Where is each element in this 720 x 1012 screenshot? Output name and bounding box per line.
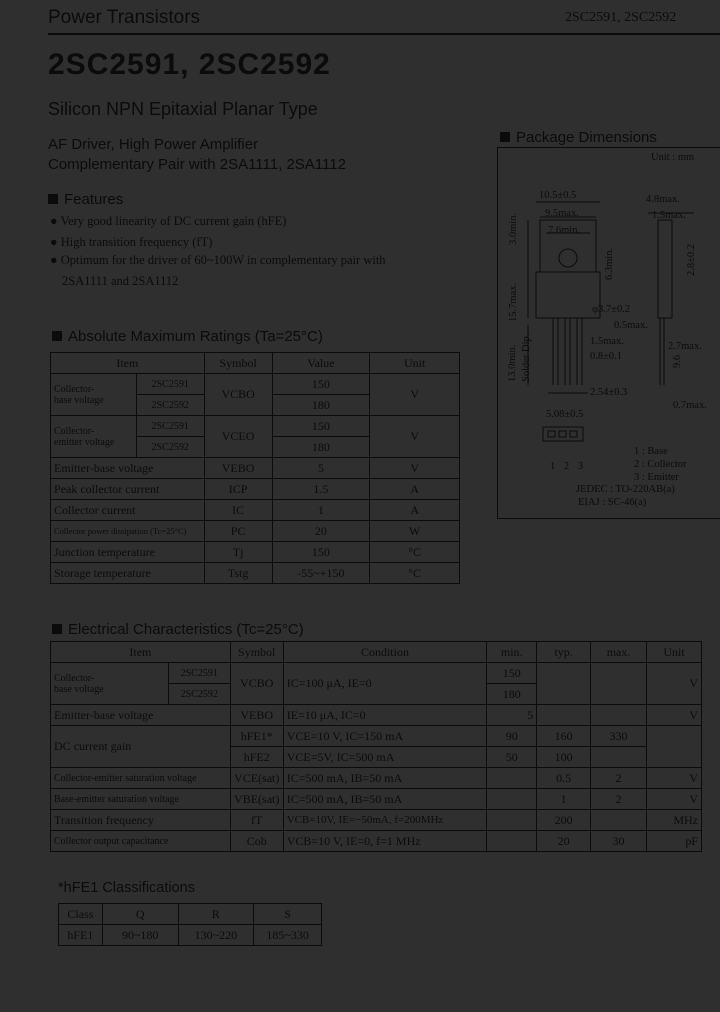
table-row (51, 374, 460, 395)
row-symbol: IC (204, 500, 272, 521)
row-subitem: 2SC2592 (136, 395, 204, 416)
table-row (51, 705, 702, 726)
header-rule (48, 33, 720, 35)
elec-heading: Electrical Characteristics (Tc=25°C) (52, 621, 304, 638)
table-row (51, 521, 460, 542)
pin-legend-base: 1 : Base (634, 446, 668, 457)
row-item: Emitter-base voltage (51, 705, 231, 726)
eiaj-label: EIAJ : SC-46(a) (578, 497, 647, 508)
row-condition: IC=100 μA, IE=0 (283, 663, 487, 705)
row-condition: VCB=10 V, IE=0, f=1 MHz (283, 831, 487, 852)
dim-label: 0.7max. (673, 400, 707, 411)
pin-numbers: 1 2 3 (550, 461, 586, 472)
dim-label: 3.0min. (508, 212, 519, 245)
row-min (487, 831, 537, 852)
table-row (51, 416, 460, 437)
row-unit: A (370, 500, 460, 521)
col-header: Item (51, 353, 205, 374)
row-item: Collector- base voltage (51, 374, 137, 416)
row-item: Emitter-base voltage (51, 458, 205, 479)
hfe-class-heading: *hFE1 Classifications (58, 880, 195, 896)
row-symbol: VCEO (204, 416, 272, 458)
row-unit: V (647, 789, 702, 810)
col-header: Symbol (204, 353, 272, 374)
row-symbol: PC (204, 521, 272, 542)
row-unit: V (647, 768, 702, 789)
class-r: R (178, 904, 254, 925)
row-symbol: VCBO (230, 663, 283, 705)
dim-label: 2.8±0.2 (686, 243, 697, 276)
table-row (59, 925, 322, 946)
range-r: 130~220 (178, 925, 254, 946)
row-symbol: hFE2 (230, 747, 283, 768)
row-item: Transition frequency (51, 810, 231, 831)
col-header: typ. (537, 642, 591, 663)
subtitle: Silicon NPN Epitaxial Planar Type (48, 99, 318, 119)
row-condition: IC=500 mA, IB=50 mA (283, 789, 487, 810)
page-title: 2SC2591, 2SC2592 (48, 48, 331, 81)
pin-legend-emitter: 3 : Emitter (634, 472, 679, 483)
dim-label: 0.5max. (614, 320, 648, 331)
row-subitem: 2SC2592 (168, 684, 230, 705)
row-typ: 20 (537, 831, 591, 852)
elec-table (50, 641, 702, 852)
mounting-hole (559, 249, 577, 267)
row-typ: 160 (537, 726, 591, 747)
row-item: Junction temperature (51, 542, 205, 563)
feature-item: 2SA1111 and 2SA1112 (62, 274, 179, 288)
row-max: 330 (591, 726, 647, 747)
table-row (51, 726, 702, 747)
pin-legend-collector: 2 : Collector (634, 459, 687, 470)
row-condition: VCE=10 V, IC=150 mA (283, 726, 487, 747)
col-header: Unit (647, 642, 702, 663)
row-symbol: VEBO (230, 705, 283, 726)
row-max: 30 (591, 831, 647, 852)
row-value: 150 (272, 374, 370, 395)
row-subitem: 2SC2591 (168, 663, 230, 684)
side-view-outline (658, 220, 672, 318)
class-label: Class (59, 904, 103, 925)
dim-label: 1.5max. (590, 336, 624, 347)
row-min: 5 (487, 705, 537, 726)
row-symbol: VCBO (204, 374, 272, 416)
table-row (51, 542, 460, 563)
row-max: 2 (591, 768, 647, 789)
row-item: Collector current (51, 500, 205, 521)
row-max (591, 705, 647, 726)
row-symbol: fT (230, 810, 283, 831)
row-unit: V (370, 374, 460, 416)
abs-max-table (50, 352, 460, 584)
row-symbol: Tstg (204, 563, 272, 584)
col-header: max. (591, 642, 647, 663)
dim-label: 15.7max. (508, 282, 519, 322)
row-item: Storage temperature (51, 563, 205, 584)
header-parts: 2SC2591, 2SC2592 (565, 10, 677, 25)
row-value: 180 (272, 395, 370, 416)
table-row (51, 831, 702, 852)
feature-item: ● High transition frequency (fT) (50, 235, 213, 249)
square-bullet-icon (52, 624, 62, 634)
package-body-outline (536, 272, 600, 318)
table-header-row (51, 353, 460, 374)
row-item: Collector- base voltage (51, 663, 169, 705)
row-condition: VCE=5V, IC=500 mA (283, 747, 487, 768)
dim-label: 2.7max. (668, 341, 702, 352)
table-row (51, 458, 460, 479)
row-subitem: 2SC2592 (136, 437, 204, 458)
row-typ: 0.5 (537, 768, 591, 789)
dim-label: φ3.7±0.2 (592, 304, 631, 315)
table-header-row (59, 904, 322, 925)
row-item: DC current gain (51, 726, 231, 768)
row-unit: pF (647, 831, 702, 852)
row-value: 180 (272, 437, 370, 458)
row-unit: W (370, 521, 460, 542)
package-drawing (498, 165, 720, 475)
row-min: 50 (487, 747, 537, 768)
row-typ: 100 (537, 747, 591, 768)
range-s: 185~330 (254, 925, 322, 946)
dim-label: 10.5±0.5 (539, 190, 577, 201)
row-min (487, 768, 537, 789)
row-max (591, 810, 647, 831)
dim-label: 13.0min. (507, 344, 518, 382)
row-symbol: ICP (204, 479, 272, 500)
features-heading: Features (48, 191, 123, 208)
row-item: Collector power dissipation (Tc=25°C) (51, 521, 205, 542)
table-row (51, 500, 460, 521)
dim-label: 9.5max. (545, 208, 579, 219)
row-unit: V (647, 663, 702, 705)
row-typ: 1 (537, 789, 591, 810)
col-header: min. (487, 642, 537, 663)
table-row (51, 663, 702, 684)
dim-label: 1.5max. (652, 210, 686, 221)
pin-1-pad (548, 431, 555, 437)
row-symbol: VEBO (204, 458, 272, 479)
row-subitem: 2SC2591 (136, 374, 204, 395)
row-item: Peak collector current (51, 479, 205, 500)
row-value: 150 (272, 416, 370, 437)
row-max (591, 663, 647, 705)
row-symbol: Tj (204, 542, 272, 563)
row-min: 150 (487, 663, 537, 684)
row-item: Collector- emitter voltage (51, 416, 137, 458)
row-unit: °C (370, 563, 460, 584)
col-header: Unit (370, 353, 460, 374)
row-typ: 200 (537, 810, 591, 831)
package-unit: Unit : mm (651, 152, 695, 163)
row-condition: IE=10 μA, IC=0 (283, 705, 487, 726)
dim-label: 5.08±0.5 (546, 409, 584, 420)
row-unit: V (647, 705, 702, 726)
range-q: 90~180 (102, 925, 178, 946)
pin-3-pad (570, 431, 577, 437)
dim-label: 2.54±0.3 (590, 387, 628, 398)
row-unit: V (370, 458, 460, 479)
dim-label: 4.8max. (646, 194, 680, 205)
row-symbol: VBE(sat) (230, 789, 283, 810)
col-header: Symbol (230, 642, 283, 663)
row-typ (537, 663, 591, 705)
application-line1: AF Driver, High Power Amplifier (48, 136, 259, 153)
class-q: Q (102, 904, 178, 925)
col-header: Item (51, 642, 231, 663)
row-value: 1 (272, 500, 370, 521)
row-symbol: Cob (230, 831, 283, 852)
class-s: S (254, 904, 322, 925)
row-value: 5 (272, 458, 370, 479)
application-line2: Complementary Pair with 2SA1111, 2SA1112 (48, 156, 346, 173)
header-category: Power Transistors (48, 7, 201, 28)
jedec-label: JEDEC : TO-220AB(a) (576, 484, 675, 495)
row-min (487, 789, 537, 810)
table-row (51, 789, 702, 810)
dim-label: 9.6 (672, 354, 683, 368)
row-typ (537, 705, 591, 726)
square-bullet-icon (48, 194, 58, 204)
row-max: 2 (591, 789, 647, 810)
row-unit (647, 726, 702, 768)
table-header-row (51, 642, 702, 663)
dim-label: 0.8±0.1 (590, 351, 623, 362)
dim-label: 7.6min. (548, 225, 581, 236)
row-min: 90 (487, 726, 537, 747)
col-header: Value (272, 353, 370, 374)
hfe-row-label: hFE1 (59, 925, 103, 946)
dim-label: 6.3min. (604, 247, 615, 280)
row-unit: A (370, 479, 460, 500)
row-subitem: 2SC2591 (136, 416, 204, 437)
row-unit: °C (370, 542, 460, 563)
table-row (51, 479, 460, 500)
row-unit: V (370, 416, 460, 458)
row-symbol: hFE1* (230, 726, 283, 747)
row-condition: IC=500 mA, IB=50 mA (283, 768, 487, 789)
row-unit: MHz (647, 810, 702, 831)
row-value: 1.5 (272, 479, 370, 500)
row-item: Collector output capacitance (51, 831, 231, 852)
row-max (591, 747, 647, 768)
row-item: Collector-emitter saturation voltage (51, 768, 231, 789)
dim-label: Solder Dip. (521, 333, 532, 382)
row-value: 150 (272, 542, 370, 563)
row-symbol: VCE(sat) (230, 768, 283, 789)
pin-2-pad (559, 431, 566, 437)
table-row (51, 563, 460, 584)
table-row (51, 768, 702, 789)
row-value: -55~+150 (272, 563, 370, 584)
abs-max-heading: Absolute Maximum Ratings (Ta=25°C) (52, 328, 323, 345)
row-min (487, 810, 537, 831)
package-heading: Package Dimensions (500, 129, 657, 146)
col-header: Condition (283, 642, 487, 663)
hfe-class-table (58, 903, 322, 946)
row-min: 180 (487, 684, 537, 705)
feature-item: ● Optimum for the driver of 60~100W in complementary pair with (50, 253, 386, 267)
row-value: 20 (272, 521, 370, 542)
table-row (51, 810, 702, 831)
row-item: Base-emitter saturation voltage (51, 789, 231, 810)
square-bullet-icon (500, 132, 510, 142)
feature-item: ● Very good linearity of DC current gain (hFE) (50, 214, 287, 228)
row-condition: VCB=10V, IE=−50mA, f=200MHz (283, 810, 487, 831)
square-bullet-icon (52, 331, 62, 341)
